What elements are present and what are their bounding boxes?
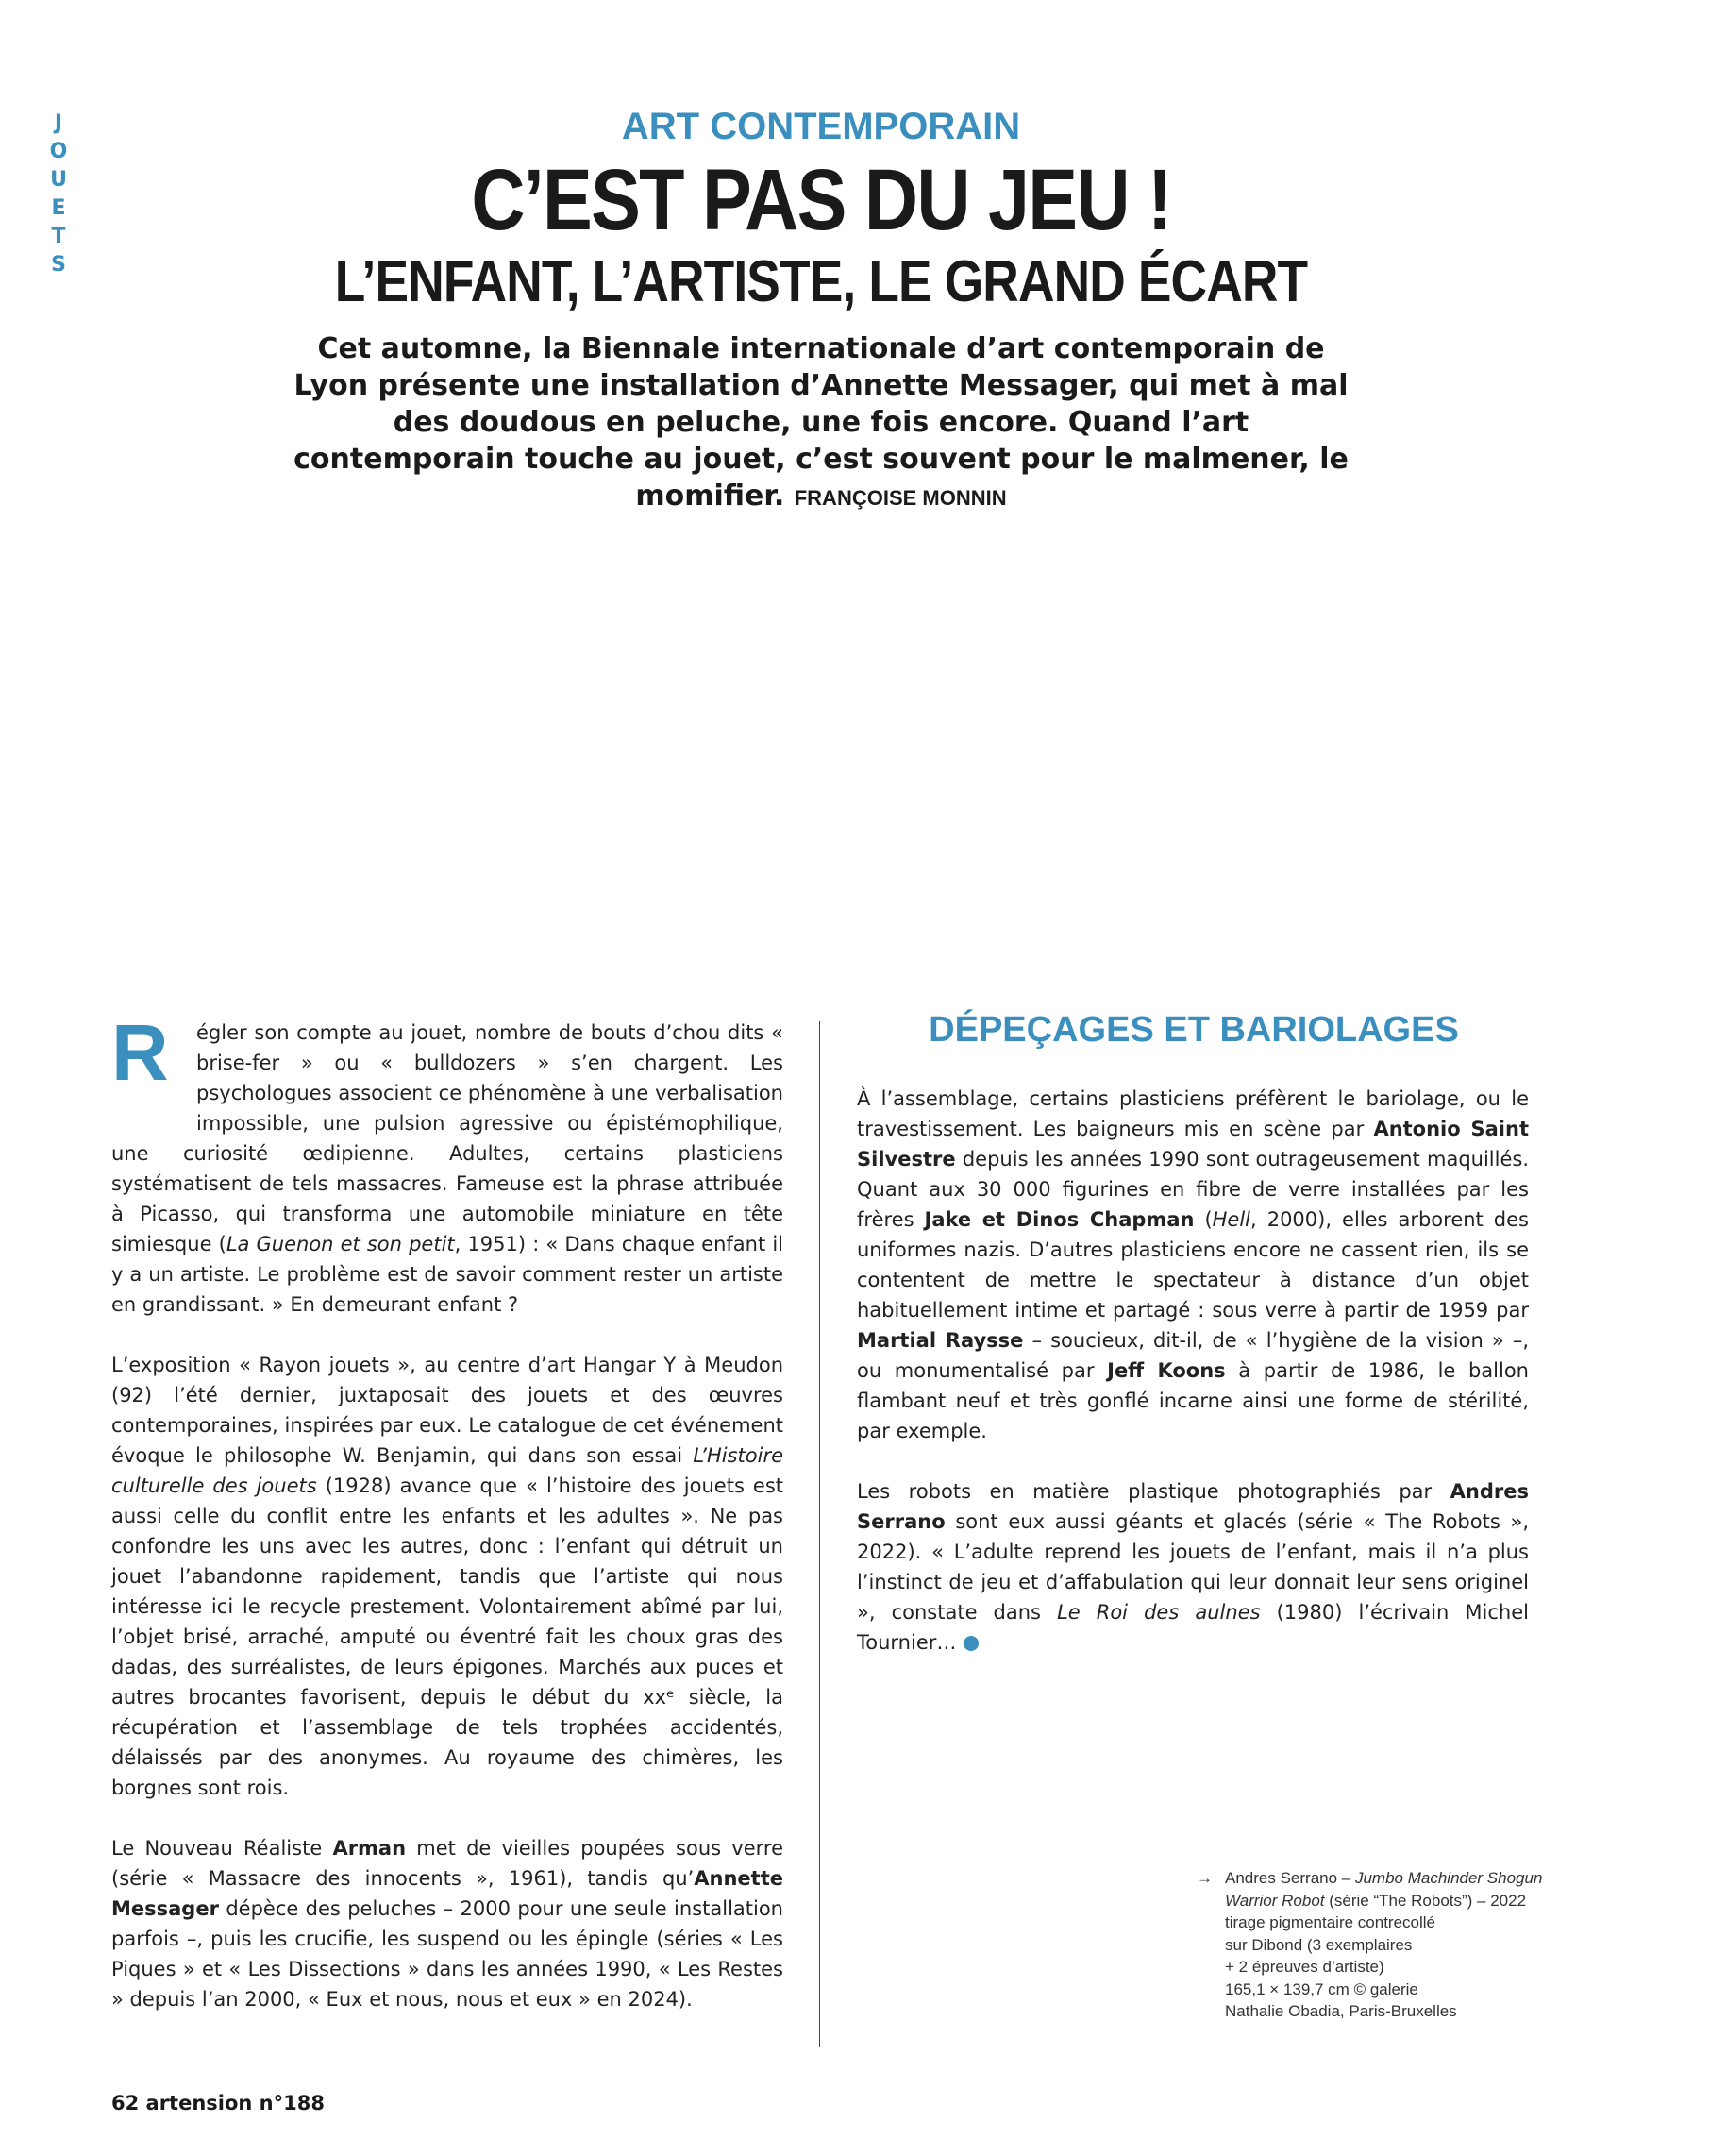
text: À l’assemblage, certains plasticiens préfèrent le bariolage, ou le travestissement. Les baigneurs mis en scène par bbox=[857, 1087, 1529, 1140]
text: met de vieilles poupées sous verre (série « Massacre des innocents », 1961), tandis qu’ bbox=[111, 1837, 783, 1890]
text: L’exposition « Rayon jouets », au centre d’art Hangar Y à Meudon (92) l’été dernier, juxtaposait des jouets et des œuvres contemporaines, inspirées par eux. Le catalogue de cet événement évoque le philosophe W. Benjamin, qui dans son essai bbox=[111, 1354, 783, 1467]
text: dépèce des peluches – 2000 pour une seule installation parfois –, puis les crucifie, les suspend ou les épingle (séries « Les Piques » et « Les Dissections » dans les années 1990, « Les Restes » depuis l’an 2000, « Eux et nous, nous et eux » en 2024). bbox=[111, 1897, 783, 2011]
page-footer: 62 artension n°188 bbox=[111, 2092, 325, 2114]
left-column bbox=[111, 1008, 783, 2045]
artist-name: Martial Raysse bbox=[857, 1329, 1024, 1352]
caption-artwork-title: Jumbo Machinder Shogun Warrior Robot bbox=[1225, 1869, 1543, 1910]
text: sont eux aussi géants et glacés (série « The Robots », 2022). « L’adulte reprend les jouets de l’enfant, mais il n’a plus l’instinct de jeu et d’affabulation qui leur donnait leur sens originel », constate dans bbox=[857, 1510, 1529, 1624]
paragraph bbox=[857, 1476, 1529, 1658]
section-tag-letter: U bbox=[50, 168, 67, 192]
arrow-right-icon: → bbox=[1197, 1869, 1213, 1887]
caption-line: + 2 épreuves d’artiste) bbox=[1225, 1958, 1384, 1976]
paragraph bbox=[111, 1833, 783, 2014]
text: , 1951) : « Dans chaque enfant il y a un artiste. Le problème est de savoir comment rester un artiste en grandissant. » En demeurant enfant ? bbox=[111, 1233, 783, 1316]
section-tag-letter: S bbox=[51, 253, 66, 277]
artist-name: Antonio Saint Silvestre bbox=[857, 1118, 1529, 1171]
text: depuis les années 1990 sont outrageusement maquillés. Quant aux 30 000 figurines en fibre de verre installées par les frères bbox=[857, 1148, 1529, 1231]
section-tag-letter: J bbox=[54, 111, 63, 135]
column-divider bbox=[819, 1021, 820, 2047]
caption-line: 165,1 × 139,7 cm © galerie bbox=[1225, 1979, 1418, 1998]
lede bbox=[283, 330, 1359, 516]
text: égler son compte au jouet, nombre de bouts d’chou dits « brise-fer » ou « bulldozers » s’en chargent. Les psychologues associent ce phénomène à une verbalisation impossible, une pulsion agressive ou épistémophilique, une curiosité œdipienne. Adultes, certains plasticiens systématisent de tels massacres. Fameuse est la phrase attribuée à Picasso, qui transforma une automobile miniature en tête simiesque ( bbox=[111, 1021, 783, 1255]
artist-name: Andres Serrano bbox=[857, 1480, 1529, 1533]
text: Les robots en matière plastique photographiés par bbox=[857, 1480, 1450, 1503]
end-mark-icon bbox=[964, 1636, 979, 1651]
text: , 2000), elles arborent des uniformes nazis. D’autres plasticiens encore ne cassent rien, ils se contentent de mettre le spectateur à distance d’un objet habituellement intime et partagé : sous verre à partir de 1959 par bbox=[857, 1208, 1529, 1322]
century: xxᵉ bbox=[643, 1686, 675, 1709]
book-title: L’Histoire culturelle des jouets bbox=[111, 1444, 783, 1497]
text: à partir de 1986, le ballon flambant neuf et très gonflé incarne ainsi une forme de stérilité, par exemple. bbox=[857, 1359, 1529, 1442]
text: siècle, la récupération et l’assemblage de tels trophées accidentés, délaissés par des anonymes. Au royaume des chimères, les borgnes sont rois. bbox=[111, 1686, 783, 1799]
page-title: C’EST PAS DU JEU ! bbox=[471, 152, 1171, 248]
paragraph bbox=[111, 1008, 783, 1320]
book-title: Le Roi des aulnes bbox=[1057, 1601, 1261, 1624]
paragraph bbox=[857, 1084, 1529, 1446]
drop-cap: R bbox=[111, 1008, 169, 1097]
paragraph bbox=[111, 1350, 783, 1803]
caption-line: tirage pigmentaire contrecollé bbox=[1225, 1913, 1436, 1931]
artist-name: Annette Messager bbox=[111, 1867, 783, 1920]
caption-text: (série “The Robots”) – 2022 bbox=[1324, 1891, 1527, 1910]
artwork-title: La Guenon et son petit bbox=[226, 1233, 455, 1255]
kicker: ART CONTEMPORAIN bbox=[621, 106, 1021, 147]
page-subtitle: L’ENFANT, L’ARTISTE, LE GRAND ÉCART bbox=[334, 249, 1308, 314]
lede-text: Cet automne, la Biennale internationale d’art contemporain de Lyon présente une installation d’Annette Messager, qui met à mal des doudous en peluche, une fois encore. Quand l’art contemporain touche au jouet, c’est souvent pour le malmener, le momifier. bbox=[293, 332, 1349, 513]
caption-line: sur Dibond (3 exemplaires bbox=[1225, 1935, 1413, 1954]
image-caption bbox=[1197, 1867, 1565, 2023]
section-tag-letter: T bbox=[51, 225, 66, 248]
artwork-title: Hell bbox=[1212, 1208, 1251, 1231]
caption-text: Andres Serrano – bbox=[1225, 1869, 1355, 1887]
artist-name: Jake et Dinos Chapman bbox=[924, 1208, 1195, 1231]
text: (1980) l’écrivain Michel Tournier… bbox=[857, 1601, 1529, 1654]
section-tag-letter: O bbox=[49, 140, 68, 163]
author-byline: FRANÇOISE MONNIN bbox=[794, 486, 1007, 510]
caption-line: Nathalie Obadia, Paris-Bruxelles bbox=[1225, 2002, 1457, 2020]
text: Le Nouveau Réaliste bbox=[111, 1837, 333, 1860]
artist-name: Jeff Koons bbox=[1107, 1359, 1226, 1382]
text: (1928) avance que « l’histoire des jouets est aussi celle du conflit entre les enfants et les adultes ». Ne pas confondre les uns avec les autres, donc : l’enfant qui détruit un jouet l’abandonne rapidement, tandis que l’artiste qui nous intéresse ici le recycle prestement. Volontairement abîmé par lui, l’objet brisé, arraché, amputé ou éventré fait les choux gras des dadas, des surréalistes, de leurs épigones. Marchés aux puces et autres brocantes favorisent, depuis le début du bbox=[111, 1474, 783, 1709]
right-column bbox=[857, 1084, 1529, 1688]
section-tag-letter: E bbox=[51, 196, 66, 220]
artist-name: Arman bbox=[332, 1837, 407, 1860]
section-heading: DÉPEÇAGES ET BARIOLAGES bbox=[929, 1010, 1459, 1050]
text: – soucieux, dit-il, de « l’hygiène de la vision » –, ou monumentalisé par bbox=[857, 1329, 1529, 1382]
text: ( bbox=[1194, 1208, 1213, 1231]
